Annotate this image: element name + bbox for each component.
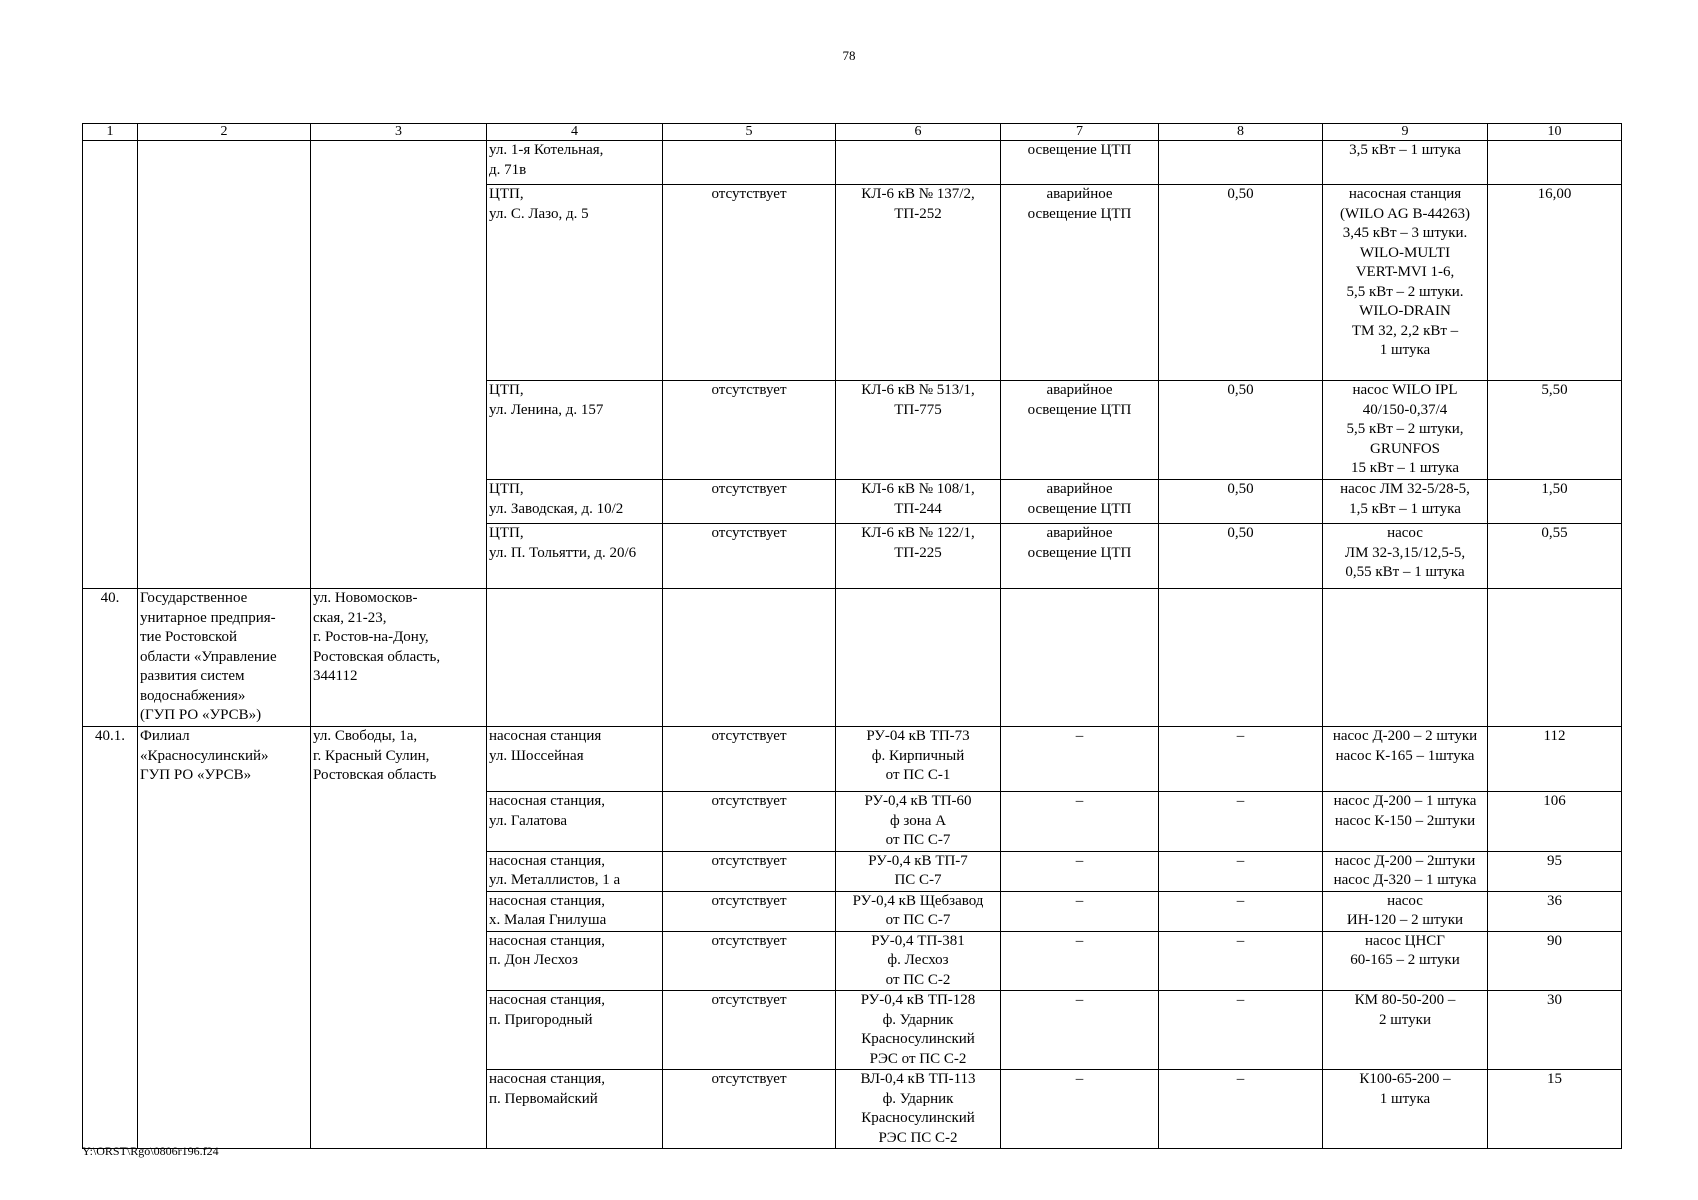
column-header: 5 <box>663 124 836 141</box>
row-number-cell: 40. <box>83 589 138 727</box>
cell <box>1159 589 1323 727</box>
facility-cell: насосная станция, ул. Металлистов, 1 а <box>487 851 663 891</box>
cell <box>836 589 1001 727</box>
cell: отсутствует <box>663 792 836 852</box>
cell: аварийное освещение ЦТП <box>1001 480 1159 524</box>
column-header: 4 <box>487 124 663 141</box>
cell: – <box>1001 1070 1159 1149</box>
cell: аварийное освещение ЦТП <box>1001 185 1159 381</box>
cell <box>663 141 836 185</box>
cell: 0,50 <box>1159 185 1323 381</box>
facility-cell: ЦТП, ул. П. Тольятти, д. 20/6 <box>487 524 663 589</box>
cell <box>836 141 1001 185</box>
cell: – <box>1159 851 1323 891</box>
cell: насос Д-200 – 2 штуки насос К-165 – 1штука <box>1323 727 1488 792</box>
cell: К100-65-200 – 1 штука <box>1323 1070 1488 1149</box>
facility-cell: ЦТП, ул. Ленина, д. 157 <box>487 381 663 480</box>
cell <box>1159 141 1323 185</box>
cell: насос Д-200 – 2штуки насос Д-320 – 1 штука <box>1323 851 1488 891</box>
cell: КЛ-6 кВ № 122/1, ТП-225 <box>836 524 1001 589</box>
header-row <box>83 124 1622 141</box>
cell: 0,50 <box>1159 524 1323 589</box>
file-path-footer: Y:\ORST\Rgo\0806r196.f24 <box>82 1144 219 1158</box>
facility-cell: насосная станция ул. Шоссейная <box>487 727 663 792</box>
table-row <box>83 141 1622 185</box>
cell: 1,50 <box>1488 480 1622 524</box>
cell: КЛ-6 кВ № 513/1, ТП-775 <box>836 381 1001 480</box>
cell: 106 <box>1488 792 1622 852</box>
cell: – <box>1159 931 1323 991</box>
address-cell: ул. Свободы, 1а, г. Красный Сулин, Ростовская область <box>311 727 487 1149</box>
cell: насос ЛМ 32-5/28-5, 1,5 кВт – 1 штука <box>1323 480 1488 524</box>
cell: 16,00 <box>1488 185 1622 381</box>
column-header: 2 <box>138 124 311 141</box>
cell: 90 <box>1488 931 1622 991</box>
cell: ВЛ-0,4 кВ ТП-113 ф. Ударник Красносулинский РЭС ПС С-2 <box>836 1070 1001 1149</box>
facility-cell: насосная станция, п. Первомайский <box>487 1070 663 1149</box>
cell: аварийное освещение ЦТП <box>1001 524 1159 589</box>
cell: 112 <box>1488 727 1622 792</box>
cell: – <box>1001 891 1159 931</box>
cell: отсутствует <box>663 524 836 589</box>
cell: отсутствует <box>663 891 836 931</box>
row-number-cell: 40.1. <box>83 727 138 1149</box>
column-header: 3 <box>311 124 487 141</box>
cell: насос WILO IPL 40/150-0,37/4 5,5 кВт – 2 штуки, GRUNFOS 15 кВт – 1 штука <box>1323 381 1488 480</box>
cell: 5,50 <box>1488 381 1622 480</box>
cell: РУ-0,4 кВ ТП-60 ф зона А от ПС С-7 <box>836 792 1001 852</box>
table-row <box>83 589 1622 727</box>
cell: – <box>1001 792 1159 852</box>
cell: РУ-0,4 кВ Щебзавод от ПС С-7 <box>836 891 1001 931</box>
cell: РУ-0,4 кВ ТП-128 ф. Ударник Красносулинский РЭС от ПС С-2 <box>836 991 1001 1070</box>
cell: 0,50 <box>1159 381 1323 480</box>
facility-cell: насосная станция, п. Пригородный <box>487 991 663 1070</box>
cell: 95 <box>1488 851 1622 891</box>
cell: отсутствует <box>663 185 836 381</box>
page-number: 78 <box>842 48 856 63</box>
facility-cell: ул. 1-я Котельная, д. 71в <box>487 141 663 185</box>
facility-cell: насосная станция, п. Дон Лесхоз <box>487 931 663 991</box>
cell: насос ЦНСГ 60-165 – 2 штуки <box>1323 931 1488 991</box>
column-header: 6 <box>836 124 1001 141</box>
cell: РУ-0,4 ТП-381 ф. Лесхоз от ПС С-2 <box>836 931 1001 991</box>
cell: – <box>1001 851 1159 891</box>
organization-cell <box>138 141 311 589</box>
cell: 15 <box>1488 1070 1622 1149</box>
cell: 0,50 <box>1159 480 1323 524</box>
column-header: 8 <box>1159 124 1323 141</box>
row-number-cell <box>83 141 138 589</box>
cell: насосная станция (WILO AG B-44263) 3,45 кВт – 3 штуки. WILO-MULTI VERT-MVI 1-6, 5,5 кВт – 2 штуки. WILO-DRAIN TM 32, 2,2 кВт – 1 штука <box>1323 185 1488 381</box>
cell <box>1001 589 1159 727</box>
column-header: 1 <box>83 124 138 141</box>
address-cell <box>311 141 487 589</box>
data-table <box>82 123 1622 1149</box>
column-header: 9 <box>1323 124 1488 141</box>
cell: отсутствует <box>663 480 836 524</box>
cell: насос Д-200 – 1 штука насос К-150 – 2штуки <box>1323 792 1488 852</box>
cell: 36 <box>1488 891 1622 931</box>
cell: КМ 80-50-200 – 2 штуки <box>1323 991 1488 1070</box>
facility-cell: насосная станция, ул. Галатова <box>487 792 663 852</box>
cell: отсутствует <box>663 851 836 891</box>
cell <box>487 589 663 727</box>
cell: – <box>1159 1070 1323 1149</box>
cell: КЛ-6 кВ № 137/2, ТП-252 <box>836 185 1001 381</box>
organization-cell: Государственное унитарное предприя- тие Ростовской области «Управление развития систем водоснабжения» (ГУП РО «УРСВ») <box>138 589 311 727</box>
cell: отсутствует <box>663 991 836 1070</box>
cell: отсутствует <box>663 727 836 792</box>
cell <box>1488 589 1622 727</box>
cell <box>1323 589 1488 727</box>
cell: насос ЛМ 32-3,15/12,5-5, 0,55 кВт – 1 штука <box>1323 524 1488 589</box>
cell: 0,55 <box>1488 524 1622 589</box>
cell: 30 <box>1488 991 1622 1070</box>
cell <box>663 589 836 727</box>
cell: – <box>1159 792 1323 852</box>
cell: аварийное освещение ЦТП <box>1001 381 1159 480</box>
cell: освещение ЦТП <box>1001 141 1159 185</box>
column-header: 7 <box>1001 124 1159 141</box>
cell: – <box>1001 727 1159 792</box>
cell: – <box>1159 891 1323 931</box>
cell: – <box>1159 991 1323 1070</box>
cell: – <box>1001 931 1159 991</box>
cell: насос ИН-120 – 2 штуки <box>1323 891 1488 931</box>
facility-cell: ЦТП, ул. Заводская, д. 10/2 <box>487 480 663 524</box>
facility-cell: ЦТП, ул. С. Лазо, д. 5 <box>487 185 663 381</box>
cell: – <box>1001 991 1159 1070</box>
cell: 3,5 кВт – 1 штука <box>1323 141 1488 185</box>
table-row <box>83 727 1622 792</box>
address-cell: ул. Новомосков- ская, 21-23, г. Ростов-на-Дону, Ростовская область, 344112 <box>311 589 487 727</box>
organization-cell: Филиал «Красносулинский» ГУП РО «УРСВ» <box>138 727 311 1149</box>
cell: отсутствует <box>663 381 836 480</box>
cell: отсутствует <box>663 931 836 991</box>
cell <box>1488 141 1622 185</box>
cell: РУ-0,4 кВ ТП-7 ПС С-7 <box>836 851 1001 891</box>
cell: РУ-04 кВ ТП-73 ф. Кирпичный от ПС С-1 <box>836 727 1001 792</box>
cell: отсутствует <box>663 1070 836 1149</box>
cell: КЛ-6 кВ № 108/1, ТП-244 <box>836 480 1001 524</box>
facility-cell: насосная станция, х. Малая Гнилуша <box>487 891 663 931</box>
column-header: 10 <box>1488 124 1622 141</box>
cell: – <box>1159 727 1323 792</box>
